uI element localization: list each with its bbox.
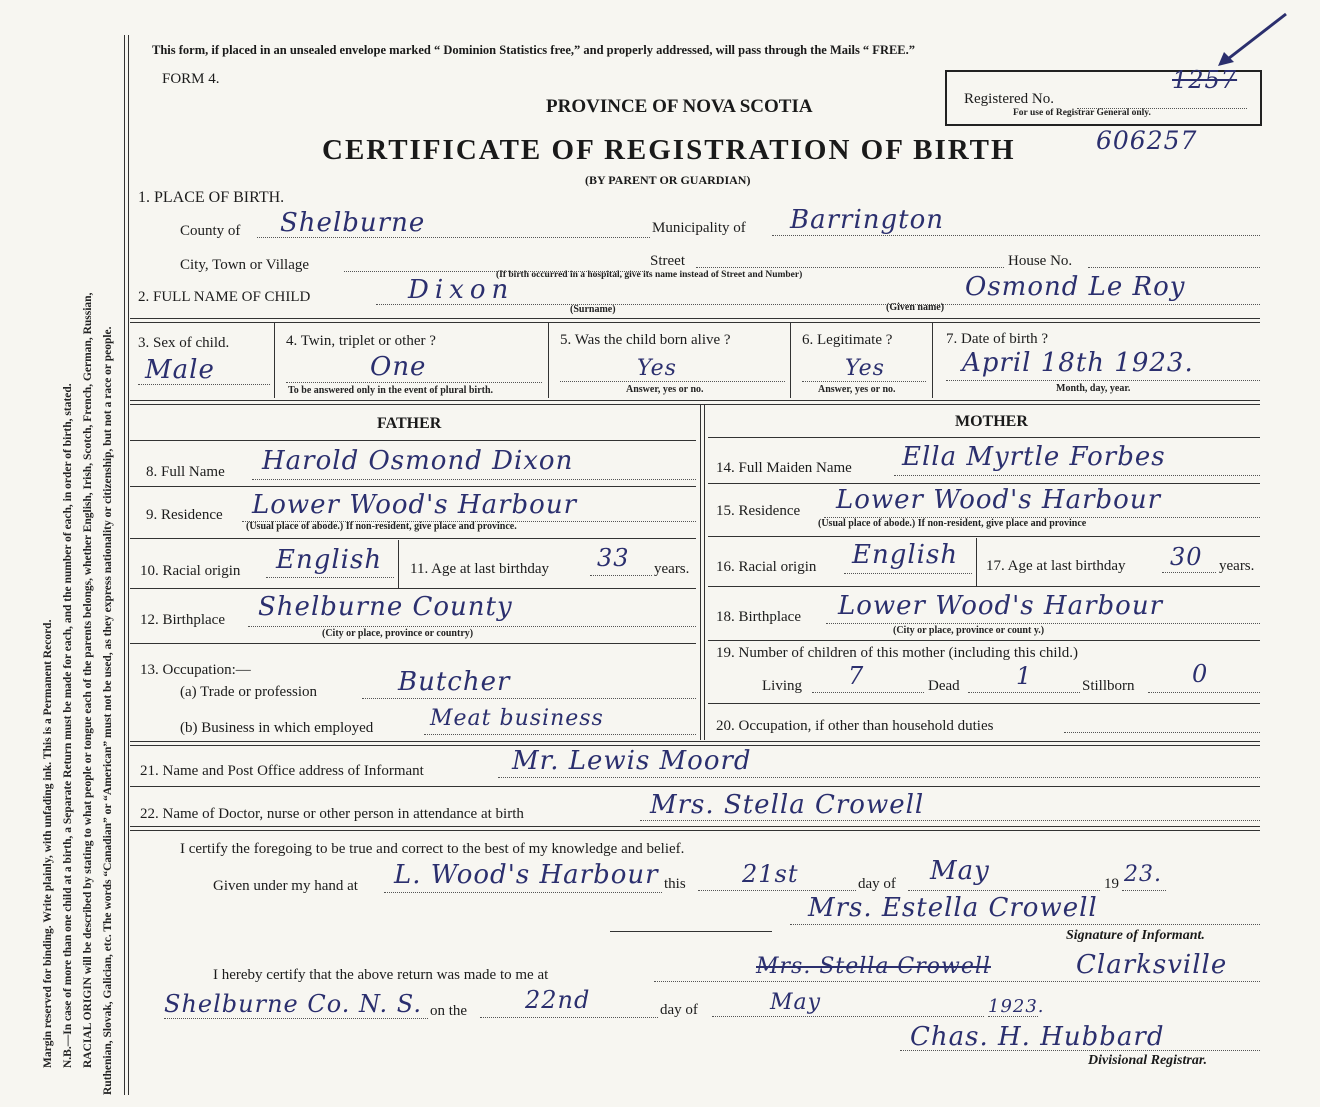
- business-label: (b) Business in which employed: [180, 720, 374, 736]
- registered-number-box: [945, 66, 1262, 126]
- certificate-subtitle: (BY PARENT OR GUARDIAN): [585, 173, 751, 187]
- stillborn-label: Stillborn: [1082, 678, 1135, 694]
- given-place-value: L. Wood's Harbour: [394, 860, 659, 890]
- father-birthplace-label: 12. Birthplace: [140, 612, 225, 628]
- registrar-caption: Divisional Registrar.: [1088, 1053, 1208, 1068]
- on-the-label: on the: [430, 1003, 468, 1019]
- registered-struck: 1257: [1172, 66, 1238, 94]
- mail-notice: This form, if placed in an unsealed envelope marked “ Dominion Statistics free,” and properly addressed, will pass through the Mails “ FREE.”: [152, 43, 916, 57]
- arrow-mark-icon: [1210, 10, 1290, 70]
- hospital-note: (If birth occurred in a hospital, give its name instead of Street and Number): [496, 270, 803, 280]
- father-heading: FATHER: [377, 415, 442, 432]
- mother-birthplace-value: Lower Wood's Harbour: [838, 591, 1163, 621]
- father-race-label: 10. Racial origin: [140, 563, 241, 579]
- year-prefix: 19: [1104, 876, 1119, 892]
- mother-residence-label: 15. Residence: [716, 503, 801, 519]
- father-birthplace-value: Shelburne County: [258, 592, 513, 622]
- margin-note-2: N.B.—In case of more than one child at a birth, a Separate Return must be made for each, and the number of each, in order of birth, stated.: [62, 383, 74, 1068]
- this-label: this: [664, 876, 686, 892]
- struck-informant-name: Mrs. Stella Crowell: [756, 954, 991, 979]
- twin-value: One: [370, 352, 427, 382]
- day-of-label-2: day of: [660, 1002, 698, 1018]
- mother-occupation-label: 20. Occupation, if other than household duties: [716, 718, 994, 734]
- mother-heading: MOTHER: [955, 413, 1028, 430]
- father-residence-note: (Usual place of abode.) If non-resident, give place and province.: [246, 521, 517, 532]
- province-heading: PROVINCE OF NOVA SCOTIA: [546, 96, 813, 117]
- sex-value: Male: [145, 355, 215, 385]
- place-heading: 1. PLACE OF BIRTH.: [138, 189, 285, 206]
- margin-note-1: Margin reserved for binding. Write plainly, with unfading ink. This is a Permanent Record.: [42, 619, 54, 1068]
- doctor-value: Mrs. Stella Crowell: [650, 790, 925, 820]
- registration-number: 606257: [1096, 126, 1198, 155]
- father-years-label: years.: [654, 561, 690, 577]
- stillborn-value: 0: [1192, 660, 1209, 688]
- legitimate-note: Answer, yes or no.: [818, 384, 896, 395]
- certify-statement: I certify the foregoing to be true and correct to the best of my knowledge and belief.: [180, 841, 685, 857]
- legitimate-value: Yes: [845, 356, 885, 381]
- mother-residence-note: (Usual place of abode.) If non-resident, give place and province: [818, 518, 1087, 529]
- child-surname: Dixon: [408, 275, 515, 305]
- mother-race-label: 16. Racial origin: [716, 559, 817, 575]
- margin-note-4: Ruthenian, Slovak, Galician, etc. The words “Canadian” or “American” must not be used, as they express nationality or citizenship, but not a race or people.: [102, 326, 114, 1095]
- mother-race-value: English: [852, 540, 959, 570]
- street-label: Street: [650, 253, 685, 269]
- father-name-value: Harold Osmond Dixon: [262, 446, 574, 476]
- legitimate-label: 6. Legitimate ?: [802, 332, 893, 348]
- father-residence-label: 9. Residence: [146, 507, 223, 523]
- dob-note: Month, day, year.: [1056, 383, 1131, 394]
- twin-note: To be answered only in the event of plural birth.: [288, 385, 494, 396]
- mother-birthplace-note: (City or place, province or count y.): [893, 625, 1045, 636]
- registration-day-value: 22nd: [525, 986, 591, 1014]
- doctor-label: 22. Name of Doctor, nurse or other person in attendance at birth: [140, 806, 524, 822]
- father-birthplace-note: (City or place, province or country): [322, 628, 474, 639]
- dead-label: Dead: [928, 678, 960, 694]
- informant-label: 21. Name and Post Office address of Informant: [140, 763, 424, 779]
- father-age-label: 11. Age at last birthday: [410, 561, 549, 577]
- county-value: Shelburne: [280, 208, 426, 238]
- given-name-caption: (Given name): [886, 302, 945, 313]
- county-label: County of: [180, 223, 241, 239]
- registration-county-value: Shelburne Co. N. S.: [164, 990, 422, 1018]
- mother-age-value: 30: [1170, 543, 1203, 571]
- alive-label: 5. Was the child born alive ?: [560, 332, 731, 348]
- twin-label: 4. Twin, triplet or other ?: [286, 333, 436, 349]
- father-name-label: 8. Full Name: [146, 464, 225, 480]
- mother-age-label: 17. Age at last birthday: [986, 558, 1126, 574]
- given-month-value: May: [930, 856, 990, 886]
- trade-value: Butcher: [398, 667, 511, 697]
- given-under-hand-label: Given under my hand at: [213, 878, 358, 894]
- mother-name-label: 14. Full Maiden Name: [716, 460, 852, 476]
- registered-label: Registered No.: [964, 91, 1054, 107]
- binding-margin-rule: [124, 35, 129, 1095]
- house-number-label: House No.: [1008, 253, 1073, 269]
- living-value: 7: [848, 662, 865, 690]
- living-label: Living: [762, 678, 802, 694]
- mother-years-label: years.: [1219, 558, 1255, 574]
- informant-signature-caption: Signature of Informant.: [1066, 928, 1205, 943]
- children-count-label: 19. Number of children of this mother (including this child.): [716, 645, 1079, 661]
- registrar-signature: Chas. H. Hubbard: [910, 1022, 1165, 1052]
- dead-value: 1: [1016, 662, 1033, 690]
- trade-label: (a) Trade or profession: [180, 684, 318, 700]
- alive-note: Answer, yes or no.: [626, 384, 704, 395]
- certificate-title: CERTIFICATE OF REGISTRATION OF BIRTH: [322, 134, 1016, 166]
- dob-label: 7. Date of birth ?: [946, 331, 1049, 347]
- day-of-label: day of: [858, 876, 896, 892]
- informant-signature: Mrs. Estella Crowell: [808, 893, 1098, 923]
- given-day-value: 21st: [742, 860, 799, 888]
- father-race-value: English: [276, 545, 383, 575]
- dob-value: April 18th 1923.: [962, 348, 1194, 378]
- registrar-note: For use of Registrar General only.: [1013, 108, 1151, 118]
- surname-caption: (Surname): [570, 304, 616, 315]
- sex-label: 3. Sex of child.: [138, 335, 230, 351]
- mother-name-value: Ella Myrtle Forbes: [902, 442, 1166, 472]
- child-given-name: Osmond Le Roy: [965, 272, 1186, 302]
- return-place-value: Clarksville: [1076, 950, 1228, 980]
- registration-year-value: 1923.: [988, 996, 1045, 1017]
- municipality-label: Municipality of: [652, 220, 746, 236]
- mother-residence-value: Lower Wood's Harbour: [836, 485, 1161, 515]
- city-label: City, Town or Village: [180, 257, 310, 273]
- child-name-label: 2. FULL NAME OF CHILD: [138, 289, 311, 305]
- given-year-value: 23.: [1124, 862, 1162, 887]
- alive-value: Yes: [637, 356, 677, 381]
- business-value: Meat business: [430, 706, 604, 731]
- father-age-value: 33: [597, 544, 630, 572]
- father-occupation-label: 13. Occupation:—: [140, 662, 251, 678]
- margin-note-3: RACIAL ORIGIN will be described by stating to what people or tongue each of the parents belongs, whether English, Irish, Scotch, French, German, Russian,: [82, 292, 94, 1068]
- informant-value: Mr. Lewis Moord: [512, 746, 752, 776]
- municipality-value: Barrington: [790, 205, 945, 235]
- return-made-label: I hereby certify that the above return was made to me at: [213, 967, 549, 983]
- mother-birthplace-label: 18. Birthplace: [716, 609, 801, 625]
- registration-month-value: May: [770, 990, 822, 1015]
- father-residence-value: Lower Wood's Harbour: [252, 490, 577, 520]
- form-number: FORM 4.: [162, 71, 220, 87]
